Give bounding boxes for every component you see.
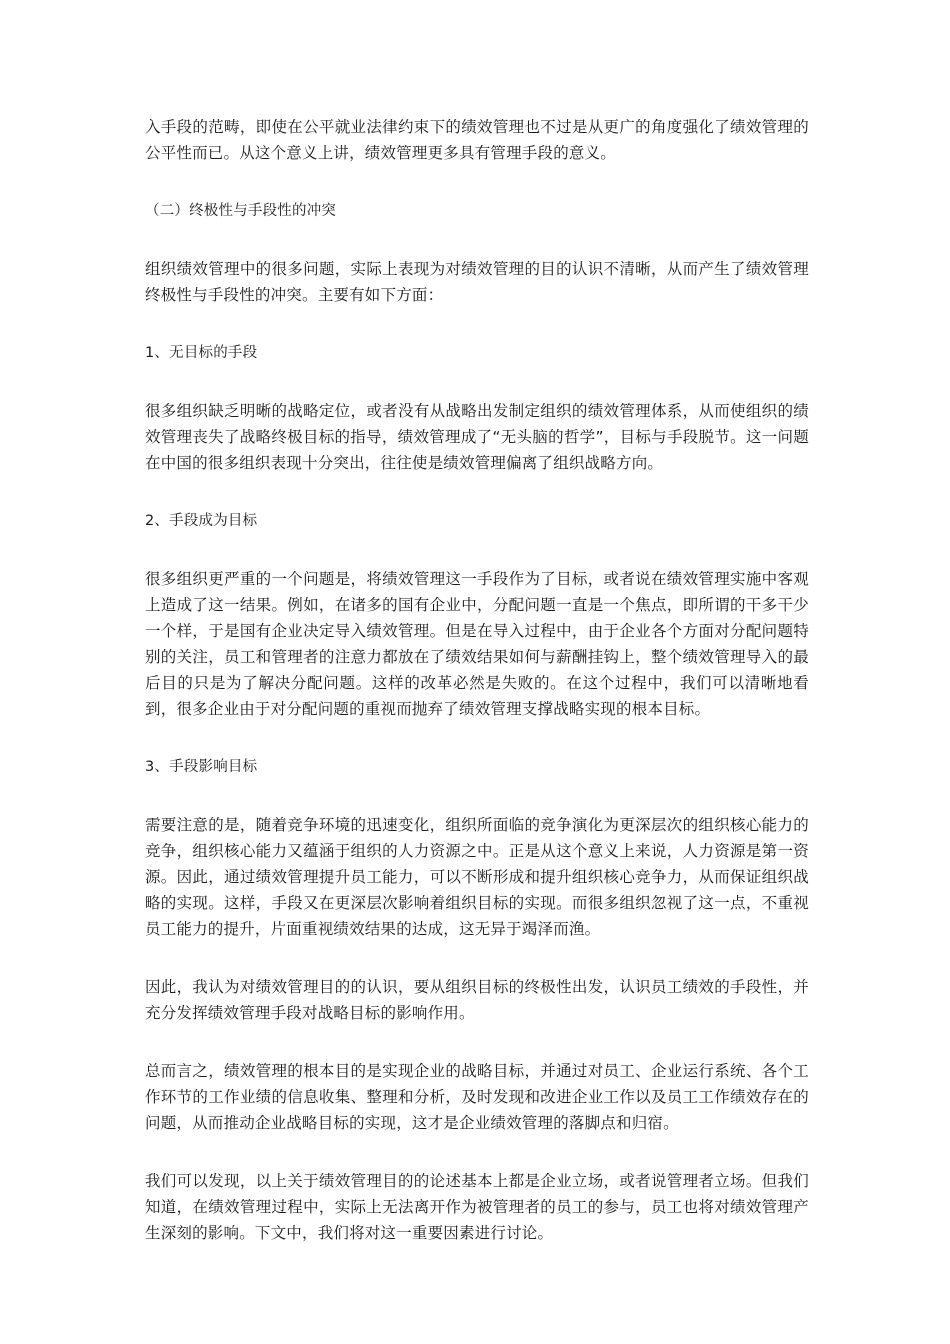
heading-item-2: 2、手段成为目标 [145, 513, 258, 529]
para-conflict-intro: 组织绩效管理中的很多问题，实际上表现为对绩效管理的目的认识不清晰，从而产生了绩效管理终极性与手段性的冲突。主要有如下方面： [145, 260, 809, 304]
para-item-2: 很多组织更严重的一个问题是，将绩效管理这一手段作为了目标，或者说在绩效管理实施中客观上造成了这一结果。例如，在诸多的国有企业中，分配问题一直是一个焦点，即所谓的干多干少一个样，于是国有企业决定导入绩效管理。但是在导入过程中，由于企业各个方面对分配问题特别的关注，员工和管理者的注意力都放在了绩效结果如何与薪酬挂钩上，整个绩效管理导入的最后目的只是为了解决分配问题。这样的改革必然是失败的。在这个过程中，我们可以清晰地看到，很多企业由于对分配问题的重视而抛弃了绩效管理支撑战略实现的根本目标。 [145, 570, 809, 718]
document-body [145, 114, 809, 1278]
para-item-1: 很多组织缺乏明晰的战略定位，或者没有从战略出发制定组织的绩效管理体系，从而使组织的绩效管理丧失了战略终极目标的指导，绩效管理成了“无头脑的哲学”，目标与手段脱节。这一问题在中国的很多组织表现十分突出，往往使是绩效管理偏离了组织战略方向。 [145, 402, 809, 472]
heading-item-1: 1、无目标的手段 [145, 345, 258, 361]
para-item-3: 需要注意的是，随着竞争环境的迅速变化，组织所面临的竞争演化为更深层次的组织核心能力的竞争，组织核心能力又蕴涵于组织的人力资源之中。正是从这个意义上来说，人力资源是第一资源。因此，通过绩效管理提升员工能力，可以不断形成和提升组织核心竞争力，从而保证组织战略的实现。这样，手段又在更深层次影响着组织目标的实现。而很多组织忽视了这一点，不重视员工能力的提升，片面重视绩效结果的达成，这无异于竭泽而渔。 [145, 816, 809, 938]
heading-item-3: 3、手段影响目标 [145, 759, 258, 775]
heading-section-2: （二）终极性与手段性的冲突 [145, 203, 337, 219]
para-transition: 我们可以发现，以上关于绩效管理目的的论述基本上都是企业立场，或者说管理者立场。但我们知道，在绩效管理过程中，实际上无法离开作为被管理者的员工的参与，员工也将对绩效管理产生深刻的影响。下文中，我们将对这一重要因素进行讨论。 [145, 1172, 809, 1242]
para-author-view: 因此，我认为对绩效管理目的的认识，要从组织目标的终极性出发，认识员工绩效的手段性，并充分发挥绩效管理手段对战略目标的影响作用。 [145, 978, 809, 1022]
para-summary: 总而言之，绩效管理的根本目的是实现企业的战略目标，并通过对员工、企业运行系统、各个工作环节的工作业绩的信息收集、整理和分析，及时发现和改进企业工作以及员工工作绩效存在的问题，从而推动企业战略目标的实现，这才是企业绩效管理的落脚点和归宿。 [145, 1062, 809, 1132]
para-means-category: 入手段的范畴，即使在公平就业法律约束下的绩效管理也不过是从更广的角度强化了绩效管理的公平性而已。从这个意义上讲，绩效管理更多具有管理手段的意义。 [145, 118, 809, 162]
